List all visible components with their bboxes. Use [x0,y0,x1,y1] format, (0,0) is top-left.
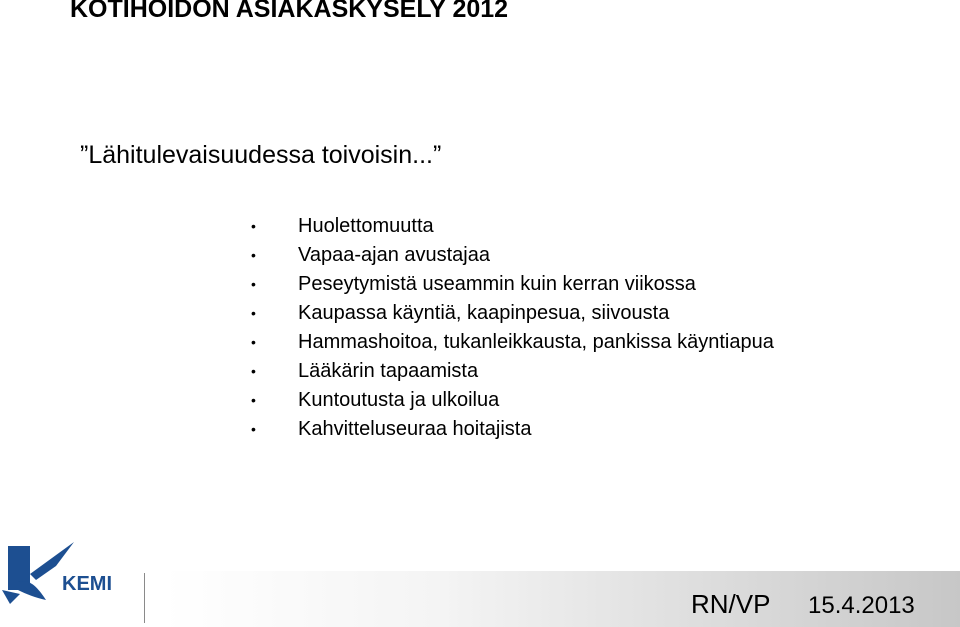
list-item-text: Vapaa-ajan avustajaa [298,244,490,266]
kemi-logo-icon [0,538,130,618]
list-item-text: Kuntoutusta ja ulkoilua [298,389,500,411]
bullet-icon: • [251,392,256,408]
slide-subtitle: ”Lähitulevaisuudessa toivoisin...” [80,141,442,169]
logo-divider [144,573,145,623]
bullet-icon: • [251,247,256,263]
footer-date: 15.4.2013 [808,592,915,619]
bullet-icon: • [251,363,256,379]
list-item-text: Peseytymistä useammin kuin kerran viikossa [298,273,696,295]
list-item-text: Huolettomuutta [298,215,434,237]
bullet-icon: • [251,421,256,437]
kemi-logo [0,538,130,618]
list-item-text: Lääkärin tapaamista [298,360,479,382]
logo-text: KEMI [62,573,112,595]
bullet-icon: • [251,334,256,350]
footer-author: RN/VP [691,589,771,619]
list-item-text: Kaupassa käyntiä, kaapinpesua, siivousta [298,302,670,324]
slide-title: KOTIHOIDON ASIAKASKYSELY 2012 [70,0,509,23]
bullet-icon: • [251,218,256,234]
list-item-text: Kahvitteluseuraa hoitajista [298,418,532,440]
bullet-icon: • [251,305,256,321]
bullet-icon: • [251,276,256,292]
list-item-text: Hammashoitoa, tukanleikkausta, pankissa käyntiapua [298,331,774,353]
